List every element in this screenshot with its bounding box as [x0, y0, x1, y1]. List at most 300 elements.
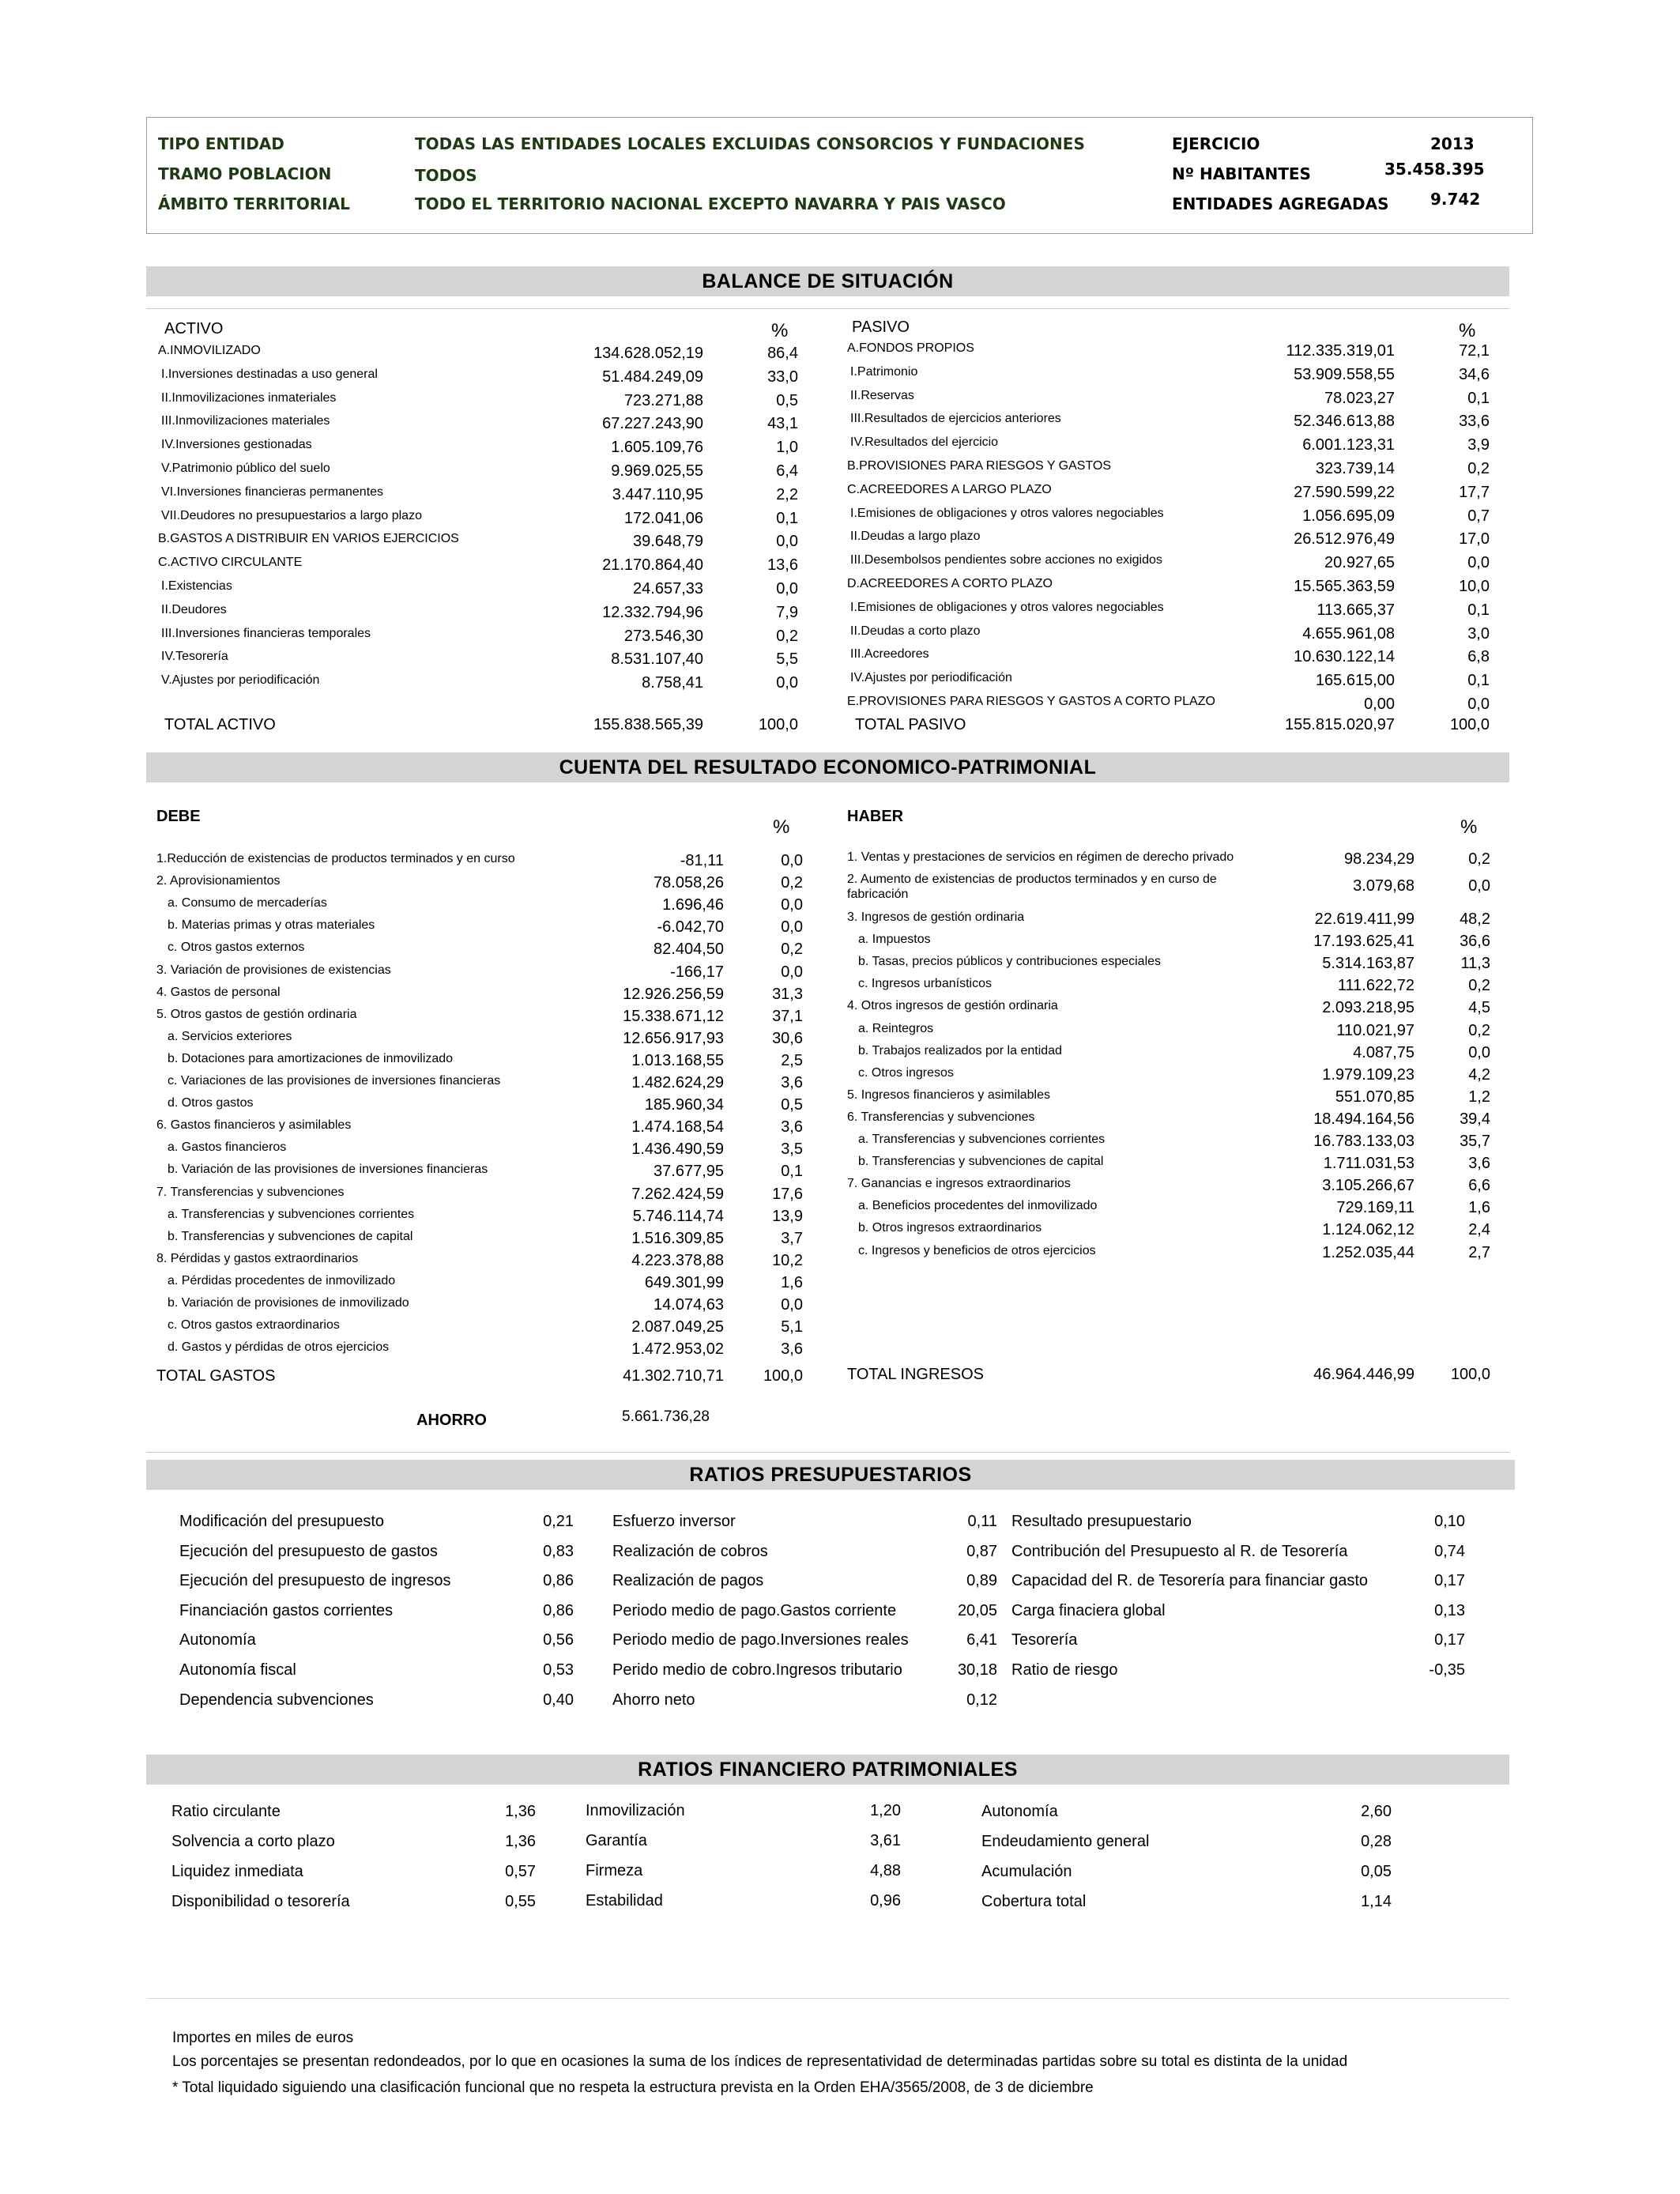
- pasivo-row-value: 20.927,65: [1324, 554, 1395, 572]
- haber-row-label-cont: fabricación: [847, 888, 909, 901]
- debe-row-pct: 5,1: [781, 1318, 803, 1336]
- haber-row-label: 4. Otros ingresos de gestión ordinaria: [847, 999, 1058, 1013]
- haber-row-label: 6. Transferencias y subvenciones: [847, 1110, 1035, 1124]
- debe-row-pct: 0,2: [781, 941, 803, 959]
- balance-title: BALANCE DE SITUACIÓN: [146, 266, 1509, 296]
- debe-row-value: 12.926.256,59: [623, 985, 724, 1003]
- ratios-financiero-title: RATIOS FINANCIERO PATRIMONIALES: [146, 1755, 1509, 1785]
- haber-row-value: 1.979.109,23: [1322, 1065, 1414, 1084]
- ratios_financiero-col2-label: Estabilidad: [586, 1892, 663, 1909]
- total-ingresos-label: TOTAL INGRESOS: [847, 1366, 984, 1383]
- haber-row-pct: 0,2: [1468, 977, 1490, 995]
- activo-row-pct: 0,5: [776, 391, 798, 409]
- haber-row-pct: 39,4: [1460, 1110, 1490, 1128]
- debe-row-pct: 0,1: [781, 1163, 803, 1181]
- activo-row-label: III.Inversiones financieras temporales: [161, 626, 371, 640]
- total-pasivo-pct: 100,0: [1449, 716, 1490, 733]
- debe-row-value: 1.516.309,85: [631, 1229, 724, 1247]
- haber-row-pct: 0,2: [1468, 850, 1490, 868]
- activo-row-pct: 43,1: [767, 415, 798, 433]
- haber-row-pct: 1,6: [1468, 1199, 1490, 1217]
- debe-row-pct: 0,0: [781, 1296, 803, 1314]
- pasivo-row-pct: 0,1: [1467, 389, 1490, 407]
- activo-row-label: IV.Tesorería: [161, 650, 228, 664]
- debe-row-label: a. Pérdidas procedentes de inmovilizado: [168, 1273, 396, 1287]
- activo-row-pct: 5,5: [776, 650, 798, 669]
- haber-row-label: a. Transferencias y subvenciones corrientes: [858, 1133, 1106, 1146]
- ratios_presupuestarios-col1-label: Modificación del presupuesto: [179, 1513, 385, 1530]
- activo-row-label: II.Deudores: [161, 602, 227, 616]
- debe-row-value: 78.058,26: [654, 874, 724, 892]
- activo-row-value: 39.648,79: [633, 533, 703, 551]
- activo-row-pct: 2,2: [776, 485, 798, 503]
- entidades-agregadas-value: 9.742: [1430, 190, 1481, 209]
- ejercicio-value: 2013: [1430, 134, 1475, 153]
- ratios_presupuestarios-col3-label: Ratio de riesgo: [1011, 1661, 1118, 1679]
- pasivo-pct-heading: %: [1459, 320, 1476, 341]
- haber-row-value: 729.169,11: [1336, 1199, 1414, 1217]
- debe-row-pct: 0,5: [781, 1096, 803, 1114]
- ratios_financiero-col3-label: Autonomía: [981, 1803, 1058, 1820]
- ratios_presupuestarios-col2-value: 0,87: [966, 1542, 997, 1560]
- ratios_financiero-col1-label: Ratio circulante: [171, 1803, 281, 1820]
- pasivo-row-pct: 0,1: [1467, 672, 1490, 690]
- activo-row-value: 9.969.025,55: [611, 462, 703, 480]
- haber-row-pct: 6,6: [1468, 1177, 1490, 1195]
- ratios_financiero-col2-label: Firmeza: [586, 1862, 643, 1879]
- pasivo-row-value: 4.655.961,08: [1302, 624, 1395, 643]
- debe-row-value: 14.074,63: [654, 1296, 724, 1314]
- haber-row-label: 2. Aumento de existencias de productos terminados y en curso de: [847, 873, 1217, 886]
- ratios_presupuestarios-col2-value: 6,41: [966, 1631, 997, 1649]
- pasivo-row-pct: 10,0: [1459, 578, 1490, 595]
- resultado-divider: [146, 1452, 1509, 1453]
- debe-row-pct: 0,0: [781, 963, 803, 981]
- habitantes-label: Nº HABITANTES: [1172, 164, 1311, 183]
- pasivo-row-label: III.Acreedores: [850, 647, 929, 662]
- pasivo-row-value: 78.023,27: [1324, 389, 1395, 407]
- ratios_financiero-col1-label: Solvencia a corto plazo: [171, 1833, 335, 1850]
- pasivo-row-value: 10.630.122,14: [1294, 648, 1395, 666]
- haber-row-value: 1.711.031,53: [1323, 1155, 1414, 1173]
- pasivo-row-pct: 33,6: [1459, 413, 1490, 431]
- activo-row-value: 134.628.052,19: [593, 345, 703, 362]
- debe-row-value: 12.656.917,93: [623, 1029, 724, 1047]
- pasivo-row-pct: 0,7: [1467, 507, 1490, 525]
- haber-row-label: b. Tasas, precios públicos y contribuciones especiales: [858, 955, 1162, 969]
- haber-row-pct: 48,2: [1460, 910, 1490, 928]
- activo-row-value: 24.657,33: [633, 580, 703, 598]
- pasivo-row-pct: 0,0: [1467, 696, 1490, 713]
- debe-row-pct: 13,9: [772, 1207, 803, 1225]
- pasivo-row-label: E.PROVISIONES PARA RIESGOS Y GASTOS A CORTO PLAZO: [847, 695, 1215, 708]
- total-pasivo-value: 155.815.020,97: [1284, 716, 1395, 733]
- debe-row-value: 1.436.490,59: [631, 1140, 724, 1159]
- ratios_financiero-col3-value: 0,05: [1361, 1863, 1392, 1880]
- ratios_presupuestarios-col1-label: Financiación gastos corrientes: [179, 1601, 394, 1619]
- debe-row-label: a. Transferencias y subvenciones corrientes: [168, 1207, 415, 1221]
- haber-row-label: 5. Ingresos financieros y asimilables: [847, 1088, 1051, 1102]
- ratios_presupuestarios-col3-value: 0,74: [1434, 1542, 1465, 1560]
- ratios_presupuestarios-col1-label: Ejecución del presupuesto de gastos: [179, 1542, 438, 1560]
- tramo-poblacion-label: TRAMO POBLACION: [158, 164, 332, 183]
- pasivo-row-label: IV.Ajustes por periodificación: [850, 671, 1012, 685]
- total-activo-value: 155.838.565,39: [593, 716, 703, 733]
- ratios_financiero-col2-value: 1,20: [870, 1802, 901, 1819]
- debe-row-pct: 0,0: [781, 918, 803, 937]
- total-gastos-label: TOTAL GASTOS: [156, 1367, 276, 1385]
- ratios_financiero-col1-value: 1,36: [505, 1803, 536, 1820]
- activo-row-value: 3.447.110,95: [612, 485, 703, 503]
- activo-row-value: 723.271,88: [623, 391, 703, 409]
- ratios_presupuestarios-col3-value: 0,13: [1434, 1601, 1465, 1619]
- debe-row-value: 15.338.671,12: [623, 1007, 724, 1025]
- pasivo-row-value: 6.001.123,31: [1302, 436, 1395, 454]
- activo-row-pct: 0,1: [776, 509, 798, 527]
- pasivo-row-pct: 6,8: [1467, 648, 1490, 666]
- pasivo-row-label: II.Deudas a corto plazo: [850, 624, 981, 638]
- debe-row-value: 185.960,34: [644, 1096, 724, 1114]
- haber-row-pct: 1,2: [1468, 1088, 1490, 1106]
- pasivo-row-value: 26.512.976,49: [1294, 530, 1395, 548]
- ambito-territorial-label: ÁMBITO TERRITORIAL: [158, 194, 350, 213]
- pasivo-row-pct: 17,0: [1459, 530, 1490, 548]
- debe-row-label: 2. Aprovisionamientos: [156, 874, 281, 888]
- ratios_presupuestarios-col1-value: 0,40: [543, 1691, 574, 1709]
- debe-row-pct: 0,2: [781, 874, 803, 892]
- ratios_presupuestarios-col2-label: Periodo medio de pago.Inversiones reales: [612, 1631, 909, 1649]
- pasivo-row-label: C.ACREEDORES A LARGO PLAZO: [847, 482, 1052, 496]
- debe-row-label: 1.Reducción de existencias de productos terminados y en curso: [156, 852, 515, 865]
- ratios_presupuestarios-col2-value: 20,05: [957, 1601, 997, 1619]
- debe-row-pct: 3,6: [781, 1118, 803, 1137]
- haber-row-pct: 0,2: [1468, 1021, 1490, 1039]
- ratios_presupuestarios-col2-value: 30,18: [957, 1661, 997, 1679]
- haber-row-value: 16.783.133,03: [1313, 1133, 1414, 1150]
- entidades-agregadas-label: ENTIDADES AGREGADAS: [1172, 194, 1389, 213]
- haber-row-pct: 0,0: [1468, 877, 1490, 895]
- ratios_presupuestarios-col2-label: Ahorro neto: [612, 1691, 695, 1709]
- ratios_financiero-col3-value: 1,14: [1361, 1893, 1392, 1910]
- activo-heading: ACTIVO: [164, 320, 224, 337]
- haber-row-value: 98.234,29: [1344, 850, 1414, 868]
- ratios_presupuestarios-col1-value: 0,86: [543, 1572, 574, 1590]
- pasivo-row-label: D.ACREEDORES A CORTO PLAZO: [847, 577, 1053, 590]
- debe-row-pct: 0,0: [781, 896, 803, 914]
- debe-row-pct: 17,6: [772, 1185, 803, 1203]
- ratios_presupuestarios-col1-label: Autonomía: [179, 1631, 256, 1649]
- ratios_presupuestarios-col2-label: Periodo medio de pago.Gastos corriente: [612, 1601, 897, 1619]
- ratios_financiero-col2-value: 3,61: [870, 1832, 901, 1849]
- debe-row-pct: 3,6: [781, 1074, 803, 1091]
- activo-row-pct: 33,0: [767, 368, 798, 386]
- ratios_financiero-col2-value: 4,88: [870, 1862, 901, 1879]
- debe-row-value: 2.087.049,25: [631, 1318, 724, 1336]
- debe-row-label: c. Variaciones de las provisiones de inversiones financieras: [168, 1074, 501, 1088]
- haber-row-label: a. Impuestos: [858, 933, 931, 947]
- pasivo-row-value: 1.056.695,09: [1302, 507, 1395, 525]
- pasivo-row-label: II.Reservas: [850, 388, 914, 402]
- ratios_presupuestarios-col3-label: Capacidad del R. de Tesorería para financiar gasto: [1011, 1572, 1369, 1590]
- pasivo-row-label: III.Desembolsos pendientes sobre acciones no exigidos: [850, 553, 1162, 567]
- haber-row-label: c. Ingresos y beneficios de otros ejercicios: [858, 1243, 1096, 1257]
- debe-row-label: 7. Transferencias y subvenciones: [156, 1185, 345, 1199]
- ratios_presupuestarios-col2-value: 0,11: [967, 1513, 997, 1530]
- haber-row-pct: 2,7: [1468, 1243, 1490, 1261]
- activo-row-value: 273.546,30: [623, 627, 703, 645]
- ratios_presupuestarios-col1-label: Dependencia subvenciones: [179, 1691, 374, 1709]
- ahorro-value: 5.661.736,28: [622, 1408, 710, 1425]
- ratios_presupuestarios-col1-label: Autonomía fiscal: [179, 1661, 296, 1679]
- total-ingresos-value: 46.964.446,99: [1313, 1366, 1414, 1383]
- debe-row-pct: 3,7: [781, 1229, 803, 1247]
- activo-row-value: 8.531.107,40: [611, 650, 703, 669]
- activo-row-value: 12.332.794,96: [602, 603, 703, 621]
- tramo-poblacion-value: TODOS: [415, 166, 477, 185]
- debe-row-value: -166,17: [670, 963, 724, 981]
- haber-row-pct: 35,7: [1460, 1133, 1490, 1150]
- pasivo-row-pct: 0,1: [1467, 601, 1490, 619]
- activo-row-label: A.INMOVILIZADO: [158, 344, 261, 357]
- ambito-territorial-value: TODO EL TERRITORIO NACIONAL EXCEPTO NAVARRA Y PAIS VASCO: [415, 194, 1006, 213]
- activo-row-pct: 7,9: [776, 603, 798, 621]
- pasivo-row-value: 27.590.599,22: [1294, 483, 1395, 501]
- debe-row-pct: 1,6: [781, 1273, 803, 1291]
- pasivo-row-pct: 72,1: [1459, 342, 1490, 360]
- debe-row-value: 4.223.378,88: [631, 1251, 724, 1269]
- debe-row-label: 8. Pérdidas y gastos extraordinarios: [156, 1251, 359, 1265]
- ratios_presupuestarios-col3-value: -0,35: [1429, 1661, 1465, 1679]
- activo-row-pct: 6,4: [776, 462, 798, 480]
- pasivo-row-value: 323.739,14: [1315, 460, 1395, 477]
- haber-row-label: 1. Ventas y prestaciones de servicios en régimen de derecho privado: [847, 850, 1234, 864]
- debe-row-label: b. Dotaciones para amortizaciones de inmovilizado: [168, 1051, 454, 1065]
- haber-row-label: 3. Ingresos de gestión ordinaria: [847, 910, 1025, 924]
- ratios_financiero-col3-label: Acumulación: [981, 1863, 1072, 1880]
- activo-row-label: IV.Inversiones gestionadas: [161, 438, 312, 452]
- debe-row-value: 1.696,46: [662, 896, 724, 914]
- activo-row-label: I.Existencias: [161, 579, 232, 593]
- ratios_presupuestarios-col2-label: Esfuerzo inversor: [612, 1513, 736, 1530]
- activo-row-pct: 0,0: [776, 533, 798, 551]
- ratios_presupuestarios-col2-label: Realización de pagos: [612, 1572, 764, 1590]
- debe-row-pct: 3,5: [781, 1140, 803, 1159]
- activo-row-value: 8.758,41: [642, 674, 703, 692]
- pasivo-row-label: A.FONDOS PROPIOS: [847, 341, 974, 355]
- activo-pct-heading: %: [771, 320, 789, 341]
- haber-row-value: 1.252.035,44: [1322, 1243, 1414, 1261]
- debe-row-label: c. Otros gastos externos: [168, 941, 305, 955]
- debe-row-pct: 3,6: [781, 1340, 803, 1359]
- debe-row-pct: 2,5: [781, 1051, 803, 1069]
- pasivo-row-pct: 3,9: [1467, 436, 1490, 454]
- ratios_presupuestarios-col1-value: 0,53: [543, 1661, 574, 1679]
- ratios_financiero-col3-label: Endeudamiento general: [981, 1833, 1150, 1850]
- pasivo-row-pct: 0,0: [1467, 554, 1490, 572]
- haber-row-label: b. Otros ingresos extraordinarios: [858, 1221, 1042, 1235]
- haber-row-label: a. Reintegros: [858, 1021, 934, 1035]
- total-ingresos-pct: 100,0: [1450, 1366, 1490, 1383]
- debe-row-value: 37.677,95: [654, 1163, 724, 1181]
- activo-row-pct: 1,0: [776, 439, 798, 457]
- activo-row-label: V.Ajustes por periodificación: [161, 673, 320, 688]
- debe-row-value: 1.474.168,54: [631, 1118, 724, 1137]
- haber-row-pct: 11,3: [1460, 955, 1490, 973]
- debe-row-pct: 37,1: [772, 1007, 803, 1025]
- pasivo-row-value: 165.615,00: [1315, 672, 1395, 690]
- debe-row-value: -6.042,70: [657, 918, 724, 937]
- habitantes-value: 35.458.395: [1384, 160, 1485, 179]
- activo-row-label: VII.Deudores no presupuestarios a largo plazo: [161, 508, 422, 522]
- ratios_presupuestarios-col1-value: 0,86: [543, 1601, 574, 1619]
- haber-row-label: c. Otros ingresos: [858, 1065, 954, 1080]
- haber-row-label: 7. Ganancias e ingresos extraordinarios: [847, 1177, 1071, 1191]
- haber-row-pct: 36,6: [1460, 933, 1490, 951]
- tipo-entidad-label: TIPO ENTIDAD: [158, 134, 284, 153]
- haber-row-value: 1.124.062,12: [1322, 1221, 1414, 1239]
- activo-row-value: 21.170.864,40: [602, 556, 703, 575]
- pasivo-row-value: 113.665,37: [1317, 601, 1395, 619]
- ratios_financiero-col3-value: 2,60: [1361, 1803, 1392, 1820]
- debe-row-value: 649.301,99: [644, 1273, 724, 1291]
- ratios_presupuestarios-col2-value: 0,12: [966, 1691, 997, 1709]
- ratios_financiero-col1-label: Liquidez inmediata: [171, 1863, 303, 1880]
- ratios_financiero-col2-label: Inmovilización: [586, 1802, 685, 1819]
- total-pasivo-label: TOTAL PASIVO: [855, 716, 966, 733]
- ratios_presupuestarios-col3-value: 0,17: [1434, 1572, 1465, 1590]
- ratios_presupuestarios-col2-label: Realización de cobros: [612, 1542, 768, 1560]
- haber-row-value: 22.619.411,99: [1314, 910, 1414, 928]
- activo-row-pct: 0,0: [776, 674, 798, 692]
- ratios_financiero-col3-value: 0,28: [1361, 1833, 1392, 1850]
- footer-note-units: Importes en miles de euros: [172, 2030, 354, 2046]
- pasivo-row-value: 0,00: [1364, 696, 1395, 713]
- ratios_presupuestarios-col1-value: 0,83: [543, 1542, 574, 1560]
- ratios_financiero-col3-label: Cobertura total: [981, 1893, 1087, 1910]
- activo-row-label: B.GASTOS A DISTRIBUIR EN VARIOS EJERCICIOS: [158, 532, 459, 546]
- ratios-presupuestarios-title: RATIOS PRESUPUESTARIOS: [146, 1460, 1515, 1490]
- ratios_financiero-col1-label: Disponibilidad o tesorería: [171, 1893, 350, 1910]
- debe-row-value: 5.746.114,74: [632, 1207, 724, 1225]
- debe-row-label: 6. Gastos financieros y asimilables: [156, 1118, 352, 1133]
- haber-heading: HABER: [847, 808, 904, 825]
- debe-row-label: c. Otros gastos extraordinarios: [168, 1318, 340, 1333]
- activo-row-pct: 0,2: [776, 627, 798, 645]
- haber-row-pct: 3,6: [1468, 1155, 1490, 1173]
- haber-row-value: 2.093.218,95: [1322, 999, 1414, 1017]
- pasivo-row-label: B.PROVISIONES PARA RIESGOS Y GASTOS: [847, 459, 1112, 473]
- debe-row-value: 1.472.953,02: [631, 1340, 724, 1359]
- haber-row-label: b. Transferencias y subvenciones de capital: [858, 1155, 1104, 1169]
- debe-row-label: a. Consumo de mercaderías: [168, 896, 327, 910]
- balance-divider: [146, 308, 1509, 309]
- pasivo-row-value: 52.346.613,88: [1294, 413, 1395, 431]
- pasivo-row-label: II.Deudas a largo plazo: [850, 530, 981, 544]
- footer-note-clasificacion: * Total liquidado siguiendo una clasificación funcional que no respeta la estructura prevista en la Orden EHA/3565/2008, de 3 de diciembre: [172, 2079, 1094, 2096]
- debe-row-value: 82.404,50: [654, 941, 724, 959]
- debe-row-label: 5. Otros gastos de gestión ordinaria: [156, 1007, 357, 1021]
- ejercicio-label: EJERCICIO: [1172, 134, 1260, 153]
- debe-row-label: 3. Variación de provisiones de existencias: [156, 963, 391, 977]
- ratios_presupuestarios-col3-label: Tesorería: [1011, 1631, 1078, 1649]
- debe-row-value: 7.262.424,59: [631, 1185, 724, 1203]
- ratios_financiero-col2-value: 0,96: [870, 1892, 901, 1909]
- debe-heading: DEBE: [156, 808, 201, 825]
- debe-pct-heading: %: [773, 816, 790, 838]
- activo-row-label: I.Inversiones destinadas a uso general: [161, 367, 378, 381]
- debe-row-label: b. Transferencias y subvenciones de capital: [168, 1229, 413, 1243]
- ratios_financiero-col1-value: 0,55: [505, 1893, 536, 1910]
- pasivo-row-pct: 3,0: [1467, 624, 1490, 643]
- haber-row-value: 4.087,75: [1353, 1043, 1414, 1061]
- ahorro-label: AHORRO: [416, 1412, 487, 1429]
- haber-row-pct: 0,0: [1468, 1043, 1490, 1061]
- debe-row-label: a. Servicios exteriores: [168, 1029, 292, 1043]
- pasivo-row-value: 15.565.363,59: [1294, 578, 1395, 595]
- activo-row-label: II.Inmovilizaciones inmateriales: [161, 390, 337, 405]
- ratios_presupuestarios-col1-value: 0,21: [543, 1513, 574, 1530]
- haber-row-value: 3.079,68: [1353, 877, 1414, 895]
- haber-row-value: 17.193.625,41: [1313, 933, 1414, 951]
- total-activo-label: TOTAL ACTIVO: [164, 716, 276, 733]
- activo-row-value: 1.605.109,76: [611, 439, 703, 457]
- total-gastos-value: 41.302.710,71: [623, 1367, 724, 1385]
- ratios_presupuestarios-col3-label: Contribución del Presupuesto al R. de Tesorería: [1011, 1542, 1348, 1560]
- debe-row-label: 4. Gastos de personal: [156, 985, 281, 999]
- ratios_presupuestarios-col1-value: 0,56: [543, 1631, 574, 1649]
- pasivo-row-label: I.Patrimonio: [850, 364, 918, 379]
- haber-row-pct: 2,4: [1468, 1221, 1490, 1239]
- pasivo-row-value: 53.909.558,55: [1294, 365, 1395, 383]
- footer-divider: [146, 1998, 1509, 1999]
- activo-row-label: V.Patrimonio público del suelo: [161, 462, 330, 475]
- debe-row-pct: 31,3: [772, 985, 803, 1003]
- haber-row-pct: 4,2: [1468, 1065, 1490, 1084]
- ratios_financiero-col1-value: 1,36: [505, 1833, 536, 1850]
- pasivo-row-label: III.Resultados de ejercicios anteriores: [850, 412, 1061, 426]
- debe-row-label: b. Variación de provisiones de inmovilizado: [168, 1296, 409, 1310]
- resultado-title: CUENTA DEL RESULTADO ECONOMICO-PATRIMONIAL: [146, 752, 1509, 782]
- debe-row-pct: 0,0: [781, 852, 803, 869]
- total-activo-pct: 100,0: [758, 716, 798, 733]
- ratios_financiero-col2-label: Garantía: [586, 1832, 647, 1849]
- haber-row-label: b. Trabajos realizados por la entidad: [858, 1043, 1062, 1057]
- haber-row-value: 18.494.164,56: [1313, 1110, 1414, 1128]
- debe-row-label: b. Variación de las provisiones de inversiones financieras: [168, 1163, 488, 1177]
- pasivo-row-pct: 17,7: [1459, 483, 1490, 501]
- pasivo-row-pct: 0,2: [1467, 460, 1490, 477]
- debe-row-pct: 30,6: [772, 1029, 803, 1047]
- ratios_presupuestarios-col2-label: Perido medio de cobro.Ingresos tributario: [612, 1661, 902, 1679]
- haber-row-value: 110.021,97: [1336, 1021, 1414, 1039]
- pasivo-heading: PASIVO: [852, 319, 910, 336]
- haber-row-label: a. Beneficios procedentes del inmovilizado: [858, 1199, 1098, 1213]
- debe-row-label: a. Gastos financieros: [168, 1140, 287, 1155]
- activo-row-value: 67.227.243,90: [602, 415, 703, 433]
- haber-row-value: 551.070,85: [1335, 1088, 1414, 1106]
- ratios_presupuestarios-col2-value: 0,89: [966, 1572, 997, 1590]
- pasivo-row-label: IV.Resultados del ejercicio: [850, 435, 999, 450]
- debe-row-label: d. Gastos y pérdidas de otros ejercicios: [168, 1340, 390, 1355]
- haber-row-value: 111.622,72: [1337, 977, 1414, 995]
- haber-row-value: 5.314.163,87: [1322, 955, 1414, 973]
- debe-row-value: 1.013.168,55: [631, 1051, 724, 1069]
- haber-row-value: 3.105.266,67: [1322, 1177, 1414, 1195]
- ratios_presupuestarios-col3-value: 0,10: [1434, 1513, 1465, 1530]
- activo-row-value: 172.041,06: [623, 509, 703, 527]
- footer-note-rounding: Los porcentajes se presentan redondeados, por lo que en ocasiones la suma de los índices de representatividad de determinadas partidas sobre su total es distinta de la unidad: [172, 2053, 1348, 2070]
- pasivo-row-pct: 34,6: [1459, 365, 1490, 383]
